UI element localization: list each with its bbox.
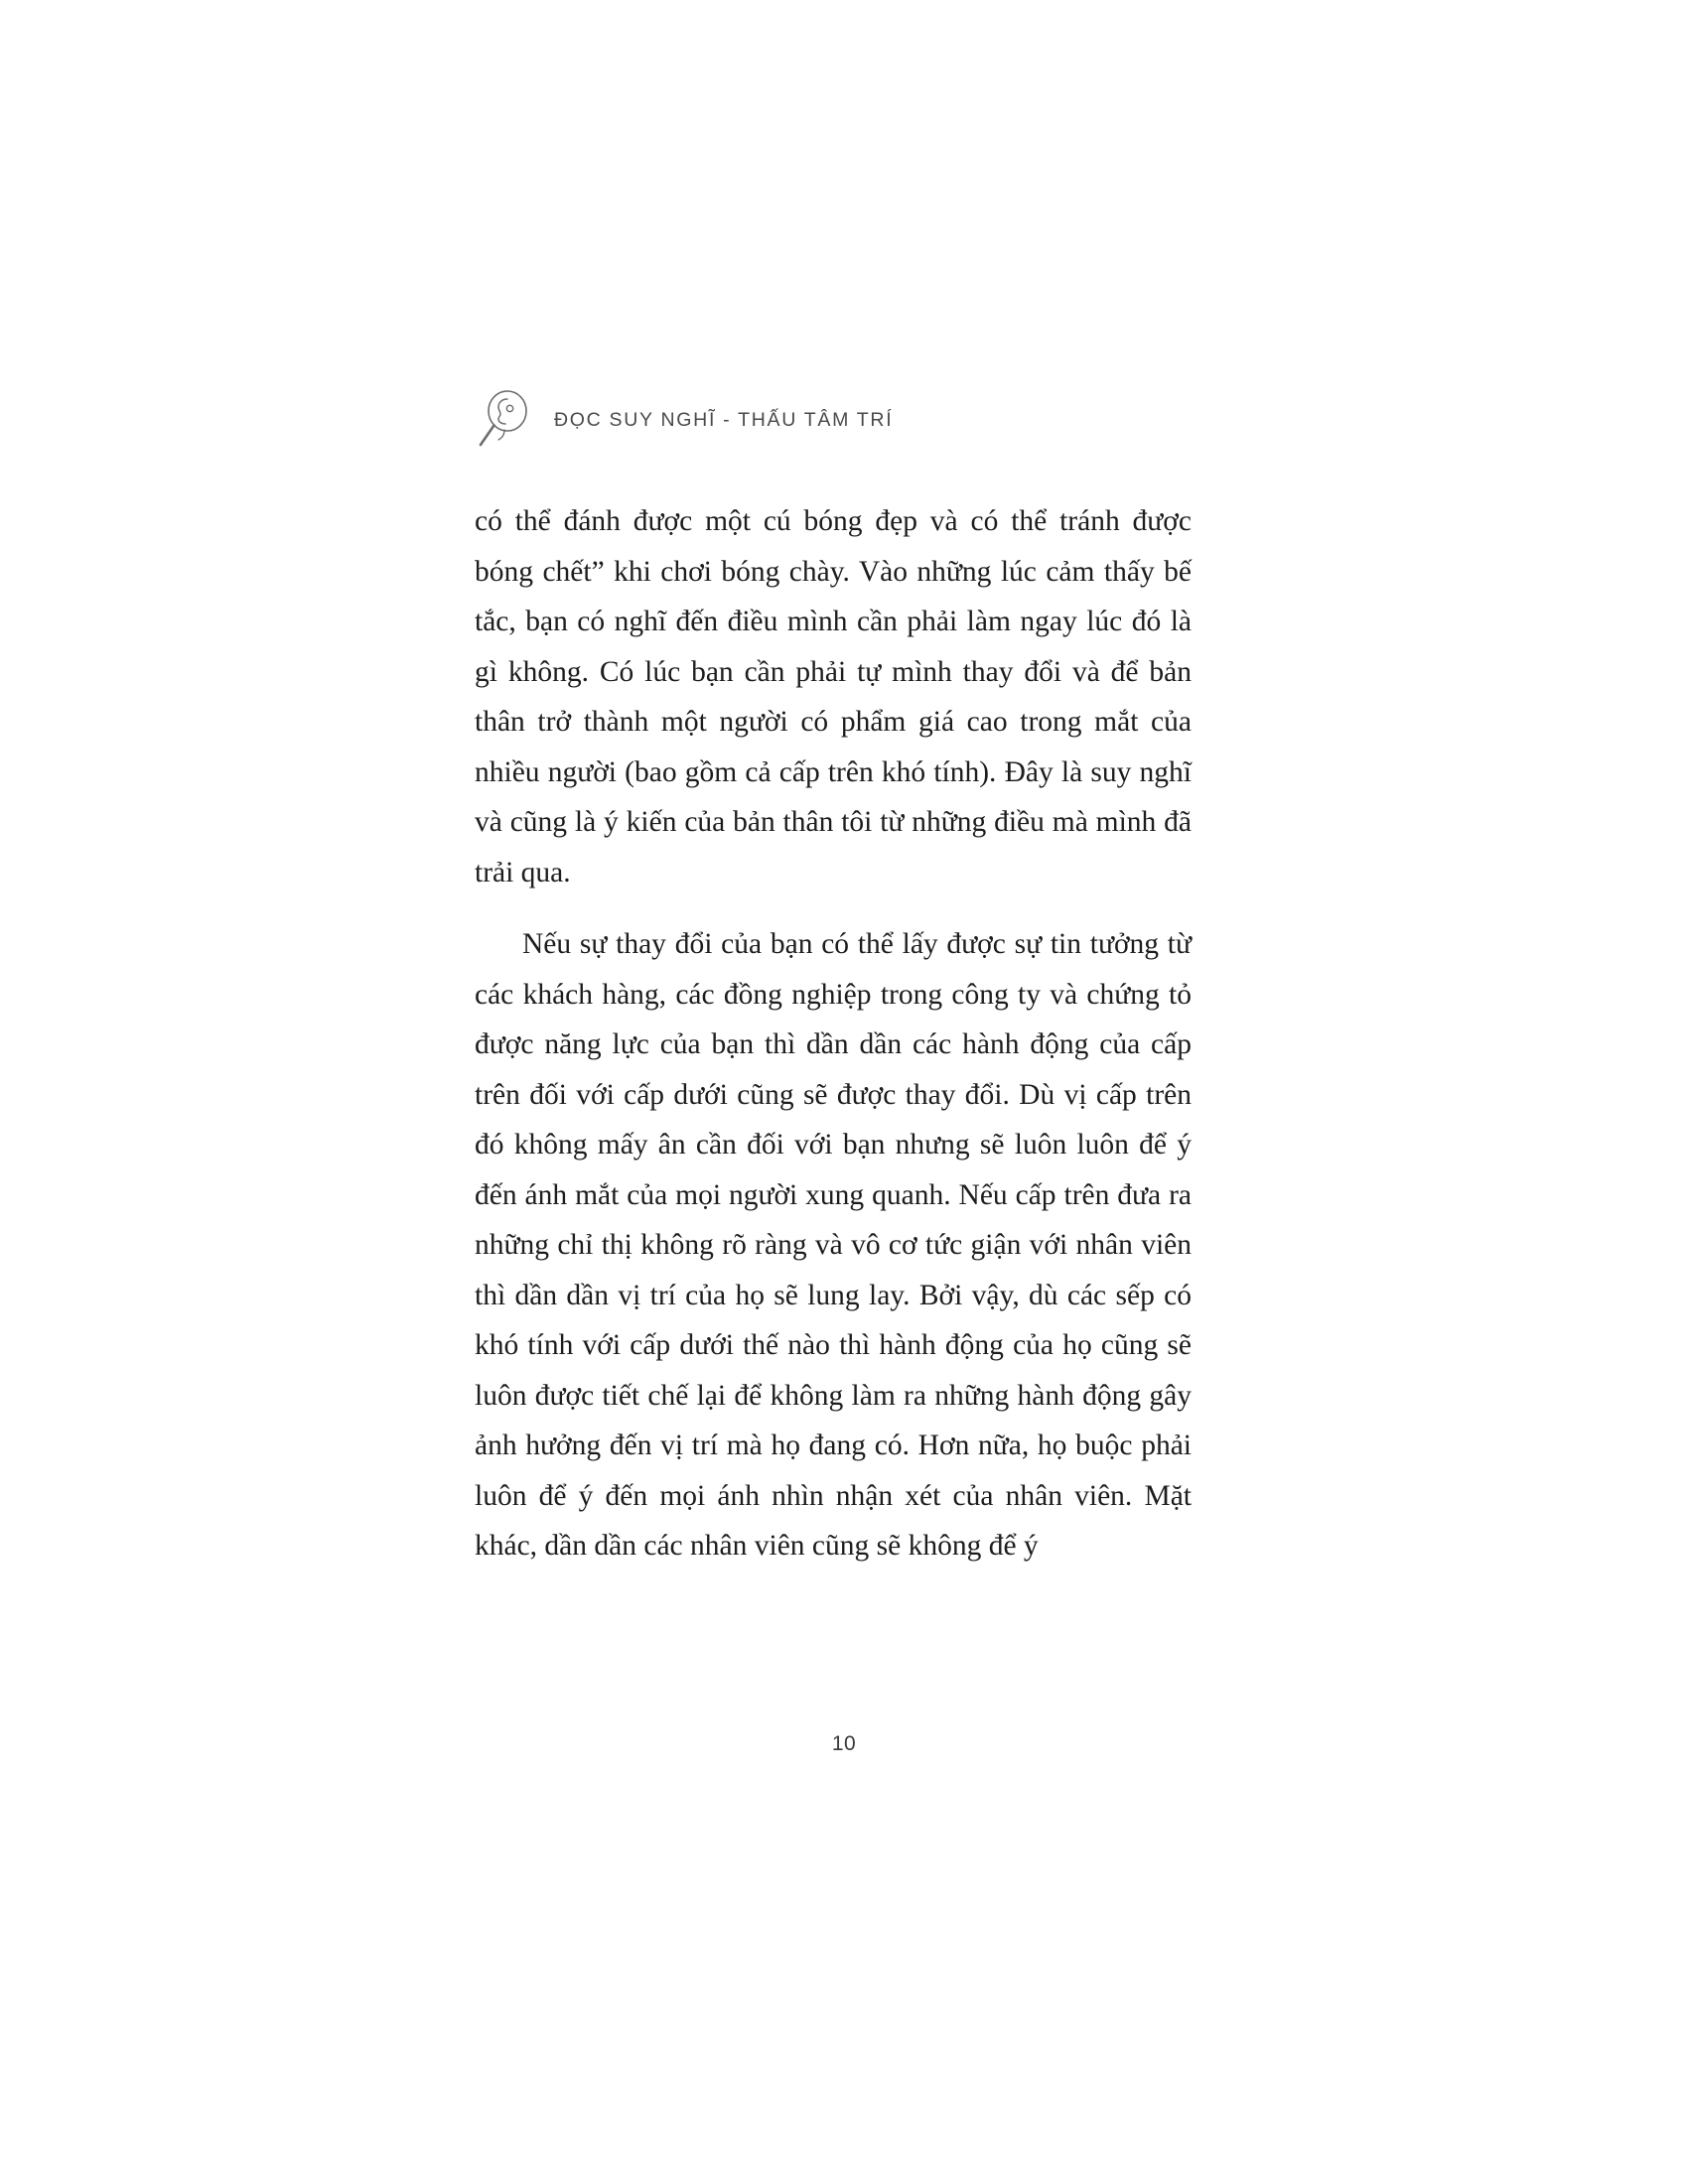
page-number: 10 <box>831 1732 857 1755</box>
header-title: ĐỌC SUY NGHĨ - THẤU TÂM TRÍ <box>554 408 894 431</box>
page-content <box>475 496 1192 1571</box>
paragraph-1: có thể đánh được một cú bóng đẹp và có thể tránh được bóng chết” khi chơi bóng chày. Vào những lúc cảm thấy bế tắc, bạn có nghĩ đến điều mình cần phải làm ngay lúc đó là gì không. Có lúc bạn cần phải tự mình thay đổi và để bản thân trở thành một người có phẩm giá cao trong mắt của nhiều người (bao gồm cả cấp trên khó tính). Đây là suy nghĩ và cũng là ý kiến của bản thân tôi từ những điều mà mình đã trải qua. <box>475 505 1192 888</box>
magnifier-head-icon <box>475 389 532 451</box>
running-header <box>475 389 893 451</box>
paragraph-2: Nếu sự thay đổi của bạn có thể lấy được sự tin tưởng từ các khách hàng, các đồng nghiệp trong công ty và chứng tỏ được năng lực của bạn thì dần dần các hành động của cấp trên đối với cấp dưới cũng sẽ được thay đổi. Dù vị cấp trên đó không mấy ân cần đối với bạn nhưng sẽ luôn luôn để ý đến ánh mắt của mọi người xung quanh. Nếu cấp trên đưa ra những chỉ thị không rõ ràng và vô cơ tức giận với nhân viên thì dần dần vị trí của họ sẽ lung lay. Bởi vậy, dù các sếp có khó tính với cấp dưới thế nào thì hành động của họ cũng sẽ luôn được tiết chế lại để không làm ra những hành động gây ảnh hưởng đến vị trí mà họ đang có. Hơn nữa, họ buộc phải luôn để ý đến mọi ánh nhìn nhận xét của nhân viên. Mặt khác, dần dần các nhân viên cũng sẽ không để ý <box>475 928 1192 1562</box>
